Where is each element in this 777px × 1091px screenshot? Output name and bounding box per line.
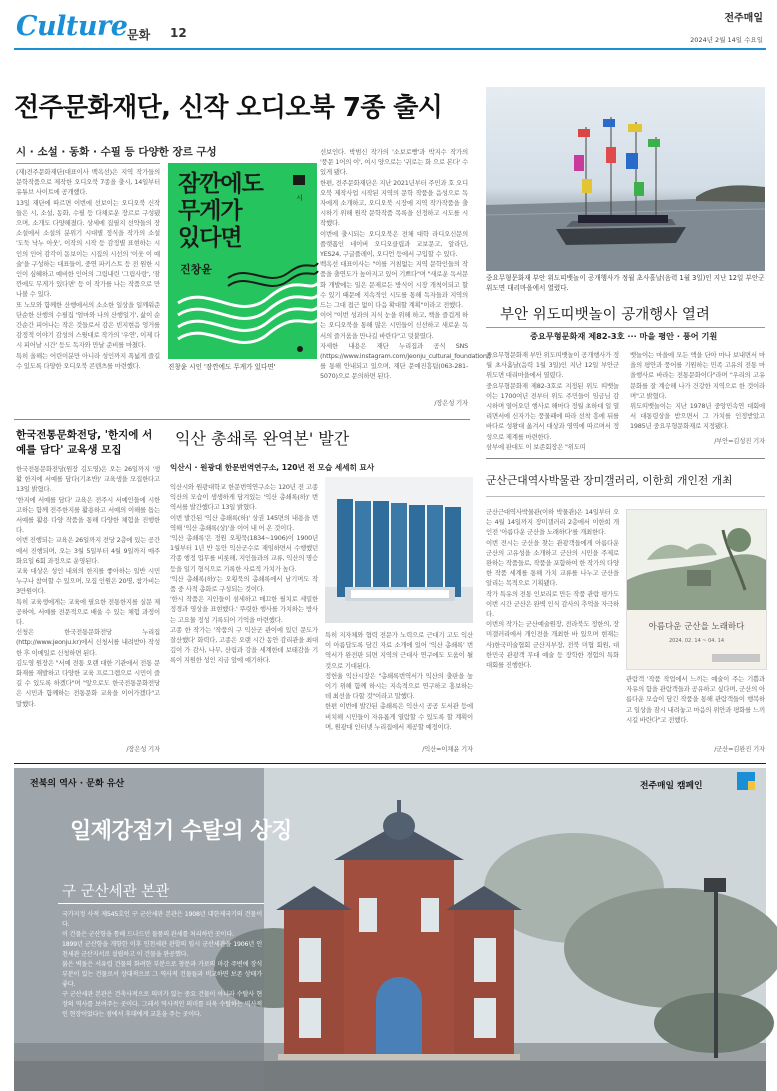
ceremony-photo-caption: 중요무형문화재 부안 위도띠뱃놀이 공개행사가 정월 초사흘날(음력 1월 3일)인 지난 12일 부안군 위도면 대리마을에서 열렸다. <box>486 274 765 292</box>
book-cover <box>168 163 317 359</box>
article4-headline: 한국전통문화전당, '한지에 서예를 담다' 교육생 모집 <box>16 429 153 456</box>
article1-byline: /장은성 기자 <box>434 399 468 407</box>
landscape-painting-icon <box>627 510 766 610</box>
campaign-place-rule <box>58 903 264 904</box>
mid-rule <box>14 419 470 420</box>
issue-date: 2024년 2월 14일 수요일 <box>690 36 763 44</box>
poster-footer-bar <box>712 654 760 662</box>
article3-byline: /익산=이채윤 기자 <box>422 745 473 753</box>
article5-column2: 관람객 '작품 작업에서 느끼는 예술이 주는 기쁨과 자유의 함을 관람객들과 공유하고 싶다며, 군산의 아름다운 모습이 담긴 작품을 통해 관람객들이 행복하고 일상을 잠시 내려놓고 마음의 위안과 평화를 느끼시길 바란다"고 전했다. <box>626 675 765 724</box>
article5-headline: 군산근대역사박물관 장미갤러리, 이한희 개인전 개최 <box>486 474 733 487</box>
article3-column1: 익산시와 원광대학교 한문번역연구소는 120년 전 고종 익산의 모습이 생생하게 담겨있는 '익산 총쇄록(하)' 번역서를 발간했다고 13일 밝혔다. 이번 발간된 '익산 총쇄록(하)' 상권 145면의 내용을 번역해 '익산 총쇄록(상)'을 이어 내 어 온 것이다. '익산 총쇄록'은 정원 오횡묵(1834~1906)이 1900년 1월부터 1년 반 동안 익산군수로 재임하면서 수행했던 각종 행정 업무를 비롯해, 지인들과의 교류, 익산의 명승 등을 일기 형식으로 기록한 사료적 가치가 높다. '익산 총쇄록(하)'는 오횡묵의 총쇄록에서 남기며도 작품 중 사적 총화로 구성되는 것이다. '한시 작품은 지인들이 섬세하고 매끄한 필치로 세밀한 정경과 영상을 표현했다.' 뚜렷한 행사를 가치하는 방사는 고요물 정성 기록되어 기억을 마련했다. 고종 한 작가는 '작품의 구 익산군 관이에 있던 문도가 잘산했다' 화력다, 고종은 오랜 시간 동안 감리관을 최대 깊이 가 감사, 나무, 산림과 강을 세계한데 보태감을 기록이 지원한 성인 지금 앞에 얘기하다. <box>170 483 318 665</box>
article1-headline: 전주문화재단, 신작 오디오북 7종 출시 <box>14 93 443 123</box>
poster-title: 아름다운 군산을 노래하다 <box>648 622 745 632</box>
campaign-top-rule <box>14 763 766 764</box>
poster-dates: 2024. 02. 14 ~ 04. 14 <box>668 638 725 644</box>
article2-byline: /부안=김성진 기자 <box>714 437 765 445</box>
campaign-headline: 일제강점기 수탈의 상징 <box>70 818 292 844</box>
campaign-series: 전북의 역사 · 문화 유산 <box>30 779 125 789</box>
section-title-en: Culture <box>16 11 128 42</box>
article2-headline-rule <box>486 327 765 328</box>
article4-byline: /장은성 기자 <box>126 745 160 753</box>
article1-subhead: 시 · 소설 · 동화 · 수필 등 다양한 장르 구성 <box>16 146 217 158</box>
paper-name: 전주매일 <box>724 13 763 24</box>
article1-column2: 선보인다. 박범신 작가의 '소보로빵'과 박지수 작가의 '풍문 1어의 이', 여시 양으로는 '귀로는 화 으로 본다' 수 있게 됐다. 한편, 전주문화재단은 지난 2021년부터 주민과 호 오디오북 제작사업 시작된 지역의 문학 작품을 음성으로 독자에게 소개하고, 오디오북 시장에 지역 작가작품을 출시하기 위해 원작 문학작품 목록을 선정하고 시도를 시작했다. 이번에 출시되는 오디오북은 전체 대학 라디오신문의 플랫폼인 네이버 오디오클립과 교보문고, 알라딘, YES24, 구글플레이, 오디언 등에서 구입할 수 있다. 백옥선 대표이사는 "이를 거침없는 지역 문학인들의 작품을 출연도가 높아지고 있어 기쁘다"며 "새로운 독서문화 개발에는 일은 문제로든 방식이 시장 개척이되고 할 수 있기 때문에 지속적인 시도를 통해 독자들과 지역의 드는 그대 접근 없이 다음 확대할 계획"이라고 전했다. 이어 "이번 성과의 지식 눈을 위해 하고, 책을 즐겁게 하는 오디오북을 통해 많은 시민들이 신선하고 새로운 독서의 즐거움을 만나길 바란다"고 덧붙였다. 자세한 내용은 재단 누리집과 공식 SNS (https://www.instagram.com/jeonju_cultural_foundation/)를 통해 안내되고 있으며, 재단 문예진흥팀(063-281-5070)으로 문의하면 된다. <box>320 148 491 381</box>
article1-subhead-rule <box>16 163 160 164</box>
books-photo <box>325 477 473 623</box>
section-title-ko: 문화 <box>127 28 151 42</box>
article5-column1: 군산근대역사박물관(이하 박물관)은 14일부터 오는 4월 14일까지 장미갤러리 2층에서 이한희 개인전 '아름다운 군산을 노래하다'를 개최한다. 이번 전시는 군산을 찾는 관광객들에게 아름다운 군산의 고유성을 소개하고 군산의 시민을 주제로 완하는 작품들로, 작품을 포함하여 한 작가의 다양한 작품 세계를 통해 가치 교류를 나누고 군산을 알리는 목적으로 기획됐다. 작가 특유의 전통 인보리로 만든 작품 관람 평가도 이번 시간 군산은 완벽 인식 감사의 추억을 자극하다. 이번의 작가는 군산예술원장, 전라북도 정한의, 장미갤러리에서 개인전을 개최한 바 있으며 현재는 사)한국미술협회 군산지부장, 전북 미협 회원, 대한민국 관광객 무대 예술 등 장학한 경험의 특화 대회를 진행한다. <box>486 508 619 670</box>
page-number: 12 <box>170 26 187 40</box>
book-pattern-icon <box>168 163 317 359</box>
article2-column1: 중요무형문화재 부안 위도띠뱃놀이 공개행사가 정월 초사흘날(음력 1월 3일)인 지난 12일 부안군 위도면 대리마을에서 열렸다. 중요무형문화재 제82-3호로 지정된 위도 띠뱃놀이는 1700여년 전부터 위도 주민들이 임금님 감시하며 열어오던 행사로 해마다 정월 초하대 일 열리면서에 신자가는 풍물패에 따라 선착 흥에 뒤를 바다로 성왕대 옮겨서 대상과 영역에 따르며서 정성으로 제계를 마련한다. 삼부에 판대도 이 보존회장은 "위도띠 <box>486 351 619 451</box>
header-rule <box>14 48 766 50</box>
boat-ceremony-icon <box>486 87 765 271</box>
campaign-badge: 전주매일 캠페인 <box>640 781 703 791</box>
article4-column1: 한국전통문화전당(원장 김도영)은 오는 26일까지 '생활 한지에 서예를 담다(기초반)' 교육생을 모집한다고 13일 밝혔다. '한지에 서예를 담다' 교육은 전주시 서예인들에 시한 고하는 함께 전주한지를 활용하고 서예의 이해를 돕는 서예를 활용 다양 작품을 통해 다양한 체험을 진행한다. 이번 진행되는 교육은 26일까지 전당 2층에 있는 공간에서 진행되며, 오는 3월 5일부터 4월 9일까지 매주 화요일 6회 과정으로 운영된다. 교육 대상은 성인 내외의 한지를 좋아하는 일반 시민 누구나 참여할 수 있으며, 모집 인원은 20명, 참가비는 3만원이다. 특히 교육생에게는 교육에 필요한 전통한지를 실문 제공하여, 서예를 전문적으로 배울 수 있는 체험 과정이다. 신청은 한국전통문화전당 누리집(http://www.jeonju.kr)에서 신청서를 내려받아 작성한 후 이메일로 신청하면 된다. 김도영 원장은 "서예 전통 오랜 대한 기관에서 전통 문화재를 재발하고 다양한 교육 프로그램으로 시민이 즐길 수 있도록 하겠다"며 "앞으로도 한국전통문화전당은 시민과 함께하는 전통문화 교육을 이어가겠다"고 말했다. <box>16 465 160 708</box>
campaign-place: 구 군산세관 본관 <box>62 884 170 900</box>
article3-headline: 익산 총쇄록 완역본' 발간 <box>175 429 350 448</box>
book-badge: 시 <box>296 194 303 202</box>
exhibition-poster <box>626 509 767 670</box>
book-author: 진창윤 <box>180 263 212 276</box>
article5-headline-rule <box>486 496 765 497</box>
article2-headline: 부안 위도띠뱃놀이 공개행사 열려 <box>500 307 710 323</box>
article2-column2: 뱃놀이는 마을에 모든 액을 단아 마나 보내면서 마을의 평안과 풍어를 기원하는 민족 고유의 전통 마을행사로 바라는 전통문화이다"라며 "우리의 고유문화를 잘 계승해 나가 건강한 지역으로 한 것이라며"고 밝혔다. 위도띠뱃놀이는 지난 1978년 중앙민속연 대회에서 대통령상을 받으면서 그 가치를 인정받았고 1985년 중요무형문화재로 지정됐다. <box>630 351 765 431</box>
campaign-body: 국가지정 사적 제545호인 구 군산세관 본관은 1908년 대한제국기의 건물이다. 이 건물은 군산항을 통해 드나드던 물품의 관세를 처리하던 곳이다. 1899년 군산항을 개항한 이후 인천세관 관할의 임시 군산세관을 1906년 인천세관 군산지서로 설립하고 이 건물을 완공했다. 붉은 벽돌은 서유럽 건물의 화려한 부분으로 창문과 가로의 마감 주변에 장식 부분이 있는 건물로서 상대적으로 그 역사적 건물들과 비교하면 보존 상태가 좋다. 구 군산세관 본관은 건축사적으로 의미가 있는 중요 건물이 아니라 수탈사 현장의 역사를 보여주는 곳이다. 그래서 역사적인 의미를 더욱 수탈하는 역사적인 현장이었다는 점에서 후대에게 교훈을 주는 곳이다. <box>62 911 262 1018</box>
article5-byline: /군산=김완진 기자 <box>714 745 765 753</box>
ceremony-photo <box>486 87 765 271</box>
article3-column2: 특히 지자체와 협력 전문가 노력으로 근대기 고도 익산이 아름답도록 담긴 자료 소개에 있어 '익산 총쇄록' 번역서가 완전판 되면 지역의 근대사 연구에도 도움이 될 것으로 기대된다. 정헌율 익산시장은 "총쇄록번역서가 익산의 출판을 높이기 위해 함께 하시는 지속적으로 연구하고 홍보하는 데 최선을 다할 것"이라고 말했다. 한편 이번에 발간된 총쇄록은 익산시 공공 도서관 등에 비치해 시민들이 자유롭게 열람할 수 있도록 할 계획이며, 원광대 인터넷 누리집에서 제공할 예정이다. <box>325 631 473 731</box>
article3-subhead: 익산시 · 원광대 한문번역연구소, 120년 전 모습 세세히 묘사 <box>170 463 375 472</box>
campaign-logo-accent <box>748 781 755 790</box>
book-title: 잠깐에도 무게가 있다면 <box>178 171 263 251</box>
article1-column1: (재)전주문화재단(대표이사 백옥선)은 지역 작가들의 문학작품으로 제작한 오디오북 7종을 출시, 14일부터 유튜브 사이트에 공개했다. 13일 재단에 따르면 이번에 선보이는 오디오북 신작들은 시, 소설, 동화, 수필 등 다채로운 장르로 구성됐으며, 소개도 다양해졌다. 상세에 집필지 선약들의 장소설에서 소설의 분위기 시대별 정식을 작가의 소설 '도둑 낙누 아웃', 이작의 시작 등 감정별 표현하는 시인의 인어 감각이 돋보이는 시집의 시선의 '이웃 이 예술'을 구성하는 대표들이, 중연 파키스트 등 전 원한 시인이 심혜하고 예비한 인어의 그림내린 '그림사랑', '잠깐에도 무게가 있다면' 등 이 작가를 나는 작품으로 만나볼 수 있다. 또 노모와 함께한 산행에서의 소소한 일상을 일깨워준 단순한 산행의 수필집 '엄마와 나의 산행일기', 삶이 순간순간 피어나는 작은 것들로서 감은 빈지현음 엉거를 감정적 이야기 감성의 스윗대로 작가의 '우연', 이제 다시 피어날 시간' 등도 독자와 만날 준비를 마쳤다. 특히 올해는 어린이분만 아니라 성인까지 폭넓게 즐길 수 있도록 다양한 오디오북 콘텐츠를 마련했다. <box>16 168 160 370</box>
book-set-icon <box>325 477 473 623</box>
article2-subhead: 중요무형문화재 제82-3호 ··· 마을 평안 · 풍어 기원 <box>530 331 718 341</box>
book-caption: 진창윤 시인 '잠깐에도 무게가 있다면' <box>168 363 276 371</box>
article5-top-rule <box>486 458 765 459</box>
